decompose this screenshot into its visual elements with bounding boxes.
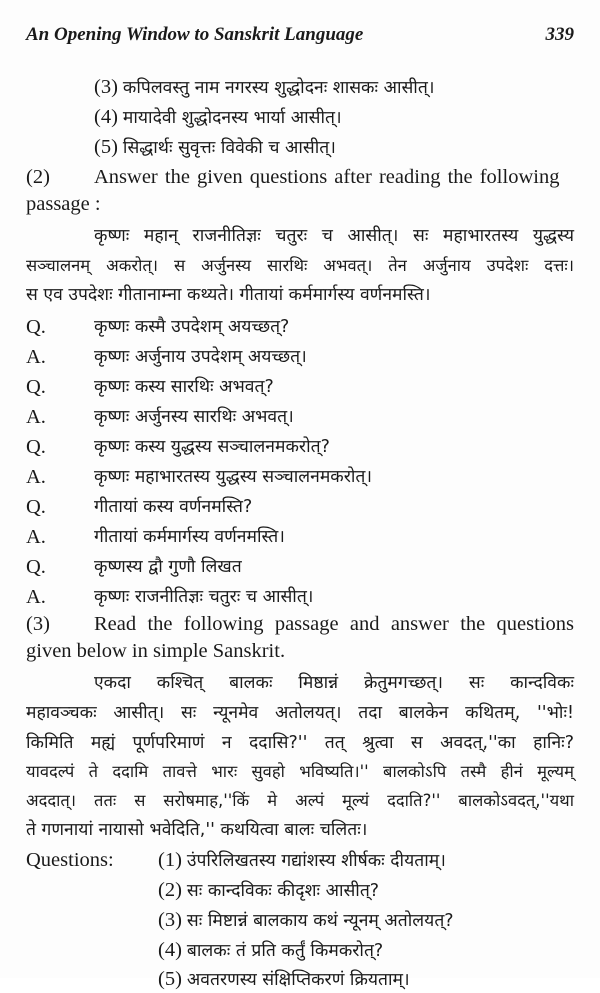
qa-text: कृष्णः कस्य युद्धस्य सञ्चालनमकरोत्? <box>94 437 330 457</box>
qa-text: गीतायां कस्य वर्णनमस्ति? <box>94 497 253 517</box>
question-item: (5) अवतरणस्य संक्षिप्तिकरणं क्रियताम्। <box>158 968 410 990</box>
question-item: (3) सः मिष्टान्नं बालकाय कथं न्यूनम् अतोलयत्? <box>158 909 454 931</box>
qa-label: Q. <box>26 376 46 398</box>
questions-label: Questions: <box>26 849 114 871</box>
page-number: 339 <box>545 24 574 45</box>
passage-2-line: सञ्चालनम् अकरोत्। स अर्जुनस्य सारथिः अभवत्। तेन अर्जुनाय उपदेशः दत्तः। <box>26 256 574 275</box>
qa-text: गीतायां कर्ममार्गस्य वर्णनमस्ति। <box>94 527 285 547</box>
qa-label: A. <box>26 586 46 608</box>
passage-2-line: कृष्णः महान् राजनीतिज्ञः चतुरः च आसीत्। सः महाभारतस्य युद्धस्य <box>94 226 574 246</box>
qa-text: कृष्णः राजनीतिज्ञः चतुरः च आसीत्। <box>94 587 314 607</box>
passage-3-line: यावदल्पं ते ददामि तावत्ते भारः सुवहो भविष्यति।'' बालकोऽपि तस्मै हीनं मूल्यम् <box>26 762 574 781</box>
prior-list-item: (5) सिद्धार्थः सुवृत्तः विवेकी च आसीत्। <box>94 136 336 158</box>
qa-text: कृष्णः कस्य सारथिः अभवत्? <box>94 377 274 397</box>
exercise-2-instruction-line2: passage : <box>26 193 101 215</box>
exercise-3-number: (3) <box>26 613 50 635</box>
prior-list-item: (4) मायादेवी शुद्धोदनस्य भार्या आसीत्। <box>94 106 342 128</box>
qa-label: Q. <box>26 436 46 458</box>
qa-text: कृष्णः महाभारतस्य युद्धस्य सञ्चालनमकरोत्। <box>94 467 373 487</box>
passage-3-line: अददात्। ततः स सरोषमाह,''किं मे अल्पं मूल्यं ददाति?'' बालकोऽवदत्,''यथा <box>26 791 574 810</box>
passage-3-line: एकदा कश्चित् बालकः मिष्ठान्नं क्रेतुमगच्छत्। सः कान्दविकः <box>94 673 574 693</box>
question-item: (2) सः कान्दविकः कीदृशः आसीत्? <box>158 879 380 901</box>
qa-label: Q. <box>26 556 46 578</box>
question-item: (4) बालकः तं प्रति कर्तुं किमकरोत्? <box>158 939 384 961</box>
qa-text: कृष्णः अर्जुनाय उपदेशम् अयच्छत्। <box>94 347 307 367</box>
qa-text: कृष्णस्य द्वौ गुणौ लिखत <box>94 557 242 577</box>
passage-3-line: किमिति मह्यं पूर्णपरिमाणं न ददासि?'' तत् श्रुत्वा स अवदत्,''का हानिः? <box>26 733 574 753</box>
running-header <box>26 20 574 50</box>
running-title: An Opening Window to Sanskrit Language <box>26 24 364 45</box>
exercise-3-instruction-line2: given below in simple Sanskrit. <box>26 640 286 662</box>
qa-label: Q. <box>26 316 46 338</box>
passage-3-line: महावञ्चकः आसीत्। सः न्यूनमेव अतोलयत्। तदा बालकेन कथितम्, ''भोः! <box>26 703 574 723</box>
qa-label: A. <box>26 526 46 548</box>
exercise-2-number: (2) <box>26 166 50 188</box>
passage-2-line: स एव उपदेशः गीतानाम्ना कथ्यते। गीतायां कर्ममार्गस्य वर्णनमस्ति। <box>26 285 431 305</box>
prior-list-item: (3) कपिलवस्तु नाम नगरस्य शुद्धोदनः शासकः आसीत्। <box>94 76 435 98</box>
qa-text: कृष्णः कस्मै उपदेशम् अयच्छत्? <box>94 317 290 337</box>
exercise-3-instruction-line1: Read the following passage and answer the questions <box>94 613 574 635</box>
qa-label: A. <box>26 406 46 428</box>
passage-3-line: ते गणनायां नायासो भवेदिति,'' कथयित्वा बालः चलितः। <box>26 820 368 840</box>
qa-label: A. <box>26 346 46 368</box>
question-item: (1) उंपरिलिखतस्य गद्यांशस्य शीर्षकः दीयताम्। <box>158 849 446 871</box>
qa-label: A. <box>26 466 46 488</box>
qa-label: Q. <box>26 496 46 518</box>
exercise-2-instruction-line1: Answer the given questions after reading the following <box>94 166 560 188</box>
qa-text: कृष्णः अर्जुनस्य सारथिः अभवत्। <box>94 407 294 427</box>
